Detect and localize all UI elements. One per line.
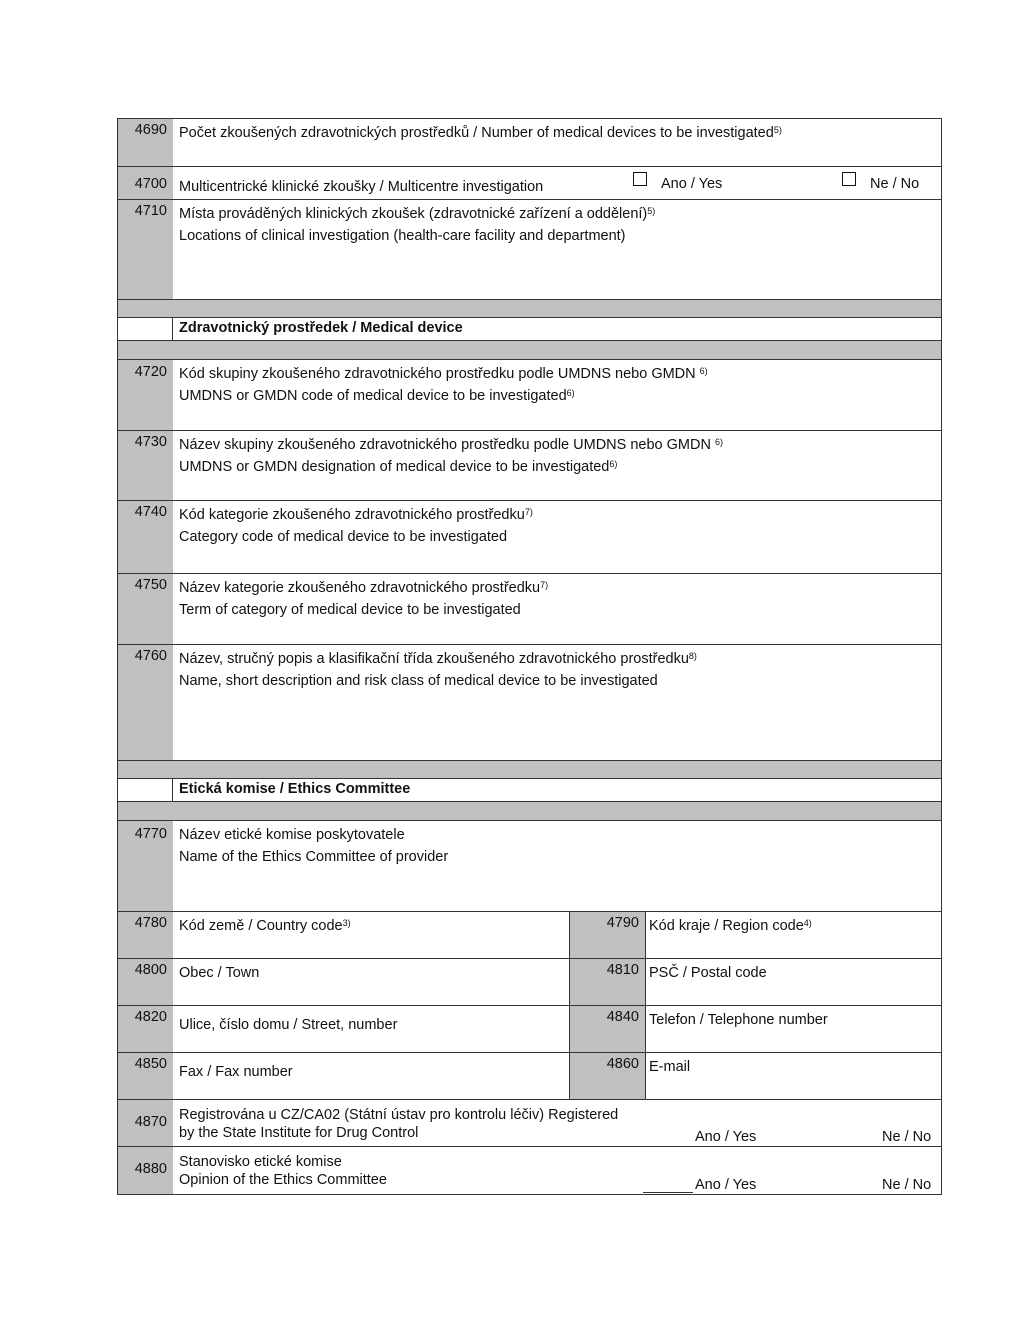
row-number: 4760 <box>118 645 173 760</box>
field-label: Kód kategorie zkoušeného zdravotnického prostředku$^{7)}$ Category code of medical device to be investigated <box>179 507 533 545</box>
row-number: 4850 <box>118 1053 173 1099</box>
row-4720 <box>118 360 941 431</box>
field-label: Fax / Fax number <box>179 1064 293 1080</box>
cell-divider <box>645 1006 646 1052</box>
field-label: Multicentrické klinické zkoušky / Multicentre investigation <box>179 179 544 195</box>
row-number: 4740 <box>118 501 173 573</box>
yes-option[interactable]: Ano / Yes <box>633 172 722 195</box>
no-option[interactable]: Ne / No <box>842 172 919 195</box>
cell-divider <box>645 912 646 958</box>
field-label: Název, stručný popis a klasifikační třída zkoušeného zdravotnického prostředku$^{8)}$ Name, short description and risk class of medical device to be investigated <box>179 651 697 689</box>
row-number: 4880 <box>118 1147 173 1194</box>
section-number-cell <box>118 318 173 340</box>
row-4760 <box>118 645 941 761</box>
field-label: Kód skupiny zkoušeného zdravotnického prostředku podle UMDNS nebo GMDN $^{6)}$ UMDNS or GMDN code of medical device to be investigated$^{6)}$ <box>179 366 708 404</box>
checkbox-yes[interactable] <box>633 172 647 186</box>
row-number: 4720 <box>118 360 173 430</box>
row-number: 4870 <box>118 1100 173 1146</box>
underline <box>643 1192 693 1193</box>
row-number: 4710 <box>118 200 173 299</box>
row-4690 <box>118 119 941 167</box>
row-4700 <box>118 167 941 200</box>
row-number: 4840 <box>569 1006 645 1052</box>
row-4730 <box>118 431 941 501</box>
row-number: 4750 <box>118 574 173 644</box>
field-label: Kód země / Country code$^{3)}$ <box>179 918 351 934</box>
section-header-device <box>118 318 941 341</box>
field-label: E-mail <box>649 1059 691 1075</box>
row-number: 4690 <box>118 119 173 166</box>
no-option[interactable]: Ne / No <box>882 1129 932 1145</box>
row-4820 <box>118 1006 941 1053</box>
row-number: 4770 <box>118 821 173 911</box>
field-label: Stanovisko etické komise Opinion of the Ethics Committee <box>179 1154 387 1188</box>
section-spacer <box>118 802 941 821</box>
row-number: 4700 <box>118 167 173 199</box>
field-label: Název skupiny zkoušeného zdravotnického prostředku podle UMDNS nebo GMDN $^{6)}$ UMDNS or GMDN designation of medical device to be investigated$^{6)}$ <box>179 437 723 475</box>
cell-divider <box>645 959 646 1005</box>
row-4800 <box>118 959 941 1006</box>
section-title: Zdravotnický prostředek / Medical device <box>179 320 463 336</box>
section-title: Etická komise / Ethics Committee <box>179 781 411 797</box>
checkbox-no[interactable] <box>842 172 856 186</box>
yes-option[interactable]: Ano / Yes <box>695 1177 757 1193</box>
row-4740 <box>118 501 941 574</box>
field-label: Ulice, číslo domu / Street, number <box>179 1017 398 1033</box>
row-number: 4800 <box>118 959 173 1005</box>
row-4780 <box>118 912 941 959</box>
section-spacer <box>118 761 941 779</box>
section-spacer <box>118 300 941 318</box>
row-number: 4810 <box>569 959 645 1005</box>
cell-divider <box>645 1053 646 1099</box>
section-number-cell <box>118 779 173 801</box>
yes-option[interactable]: Ano / Yes <box>695 1129 757 1145</box>
field-label: Název etické komise poskytovatele Name of the Ethics Committee of provider <box>179 827 449 865</box>
field-label: Obec / Town <box>179 965 260 981</box>
row-number: 4820 <box>118 1006 173 1052</box>
row-4710 <box>118 200 941 300</box>
field-label: Počet zkoušených zdravotnických prostředků / Number of medical devices to be investigated$^{5)}$ <box>179 125 782 141</box>
section-spacer <box>118 341 941 360</box>
field-label: Název kategorie zkoušeného zdravotnického prostředku$^{7)}$ Term of category of medical device to be investigated <box>179 580 549 618</box>
field-label: Telefon / Telephone number <box>649 1012 828 1028</box>
field-label: Místa prováděných klinických zkoušek (zdravotnické zařízení a oddělení)$^{5)}$ Locations of clinical investigation (health-care facility and department) <box>179 206 656 244</box>
row-4880 <box>118 1147 941 1194</box>
row-number: 4730 <box>118 431 173 500</box>
row-number: 4780 <box>118 912 173 958</box>
row-4870 <box>118 1100 941 1147</box>
field-label: PSČ / Postal code <box>649 965 767 981</box>
form-table <box>117 118 942 1195</box>
row-4770 <box>118 821 941 912</box>
row-number: 4790 <box>569 912 645 958</box>
row-number: 4860 <box>569 1053 645 1099</box>
row-4850 <box>118 1053 941 1100</box>
section-header-ethics <box>118 779 941 802</box>
field-label: Kód kraje / Region code$^{4)}$ <box>649 918 812 934</box>
no-option[interactable]: Ne / No <box>882 1177 932 1193</box>
row-4750 <box>118 574 941 645</box>
field-label: Registrována u CZ/CA02 (Státní ústav pro kontrolu léčiv) Registered by the State Institute for Drug Control <box>179 1107 619 1141</box>
